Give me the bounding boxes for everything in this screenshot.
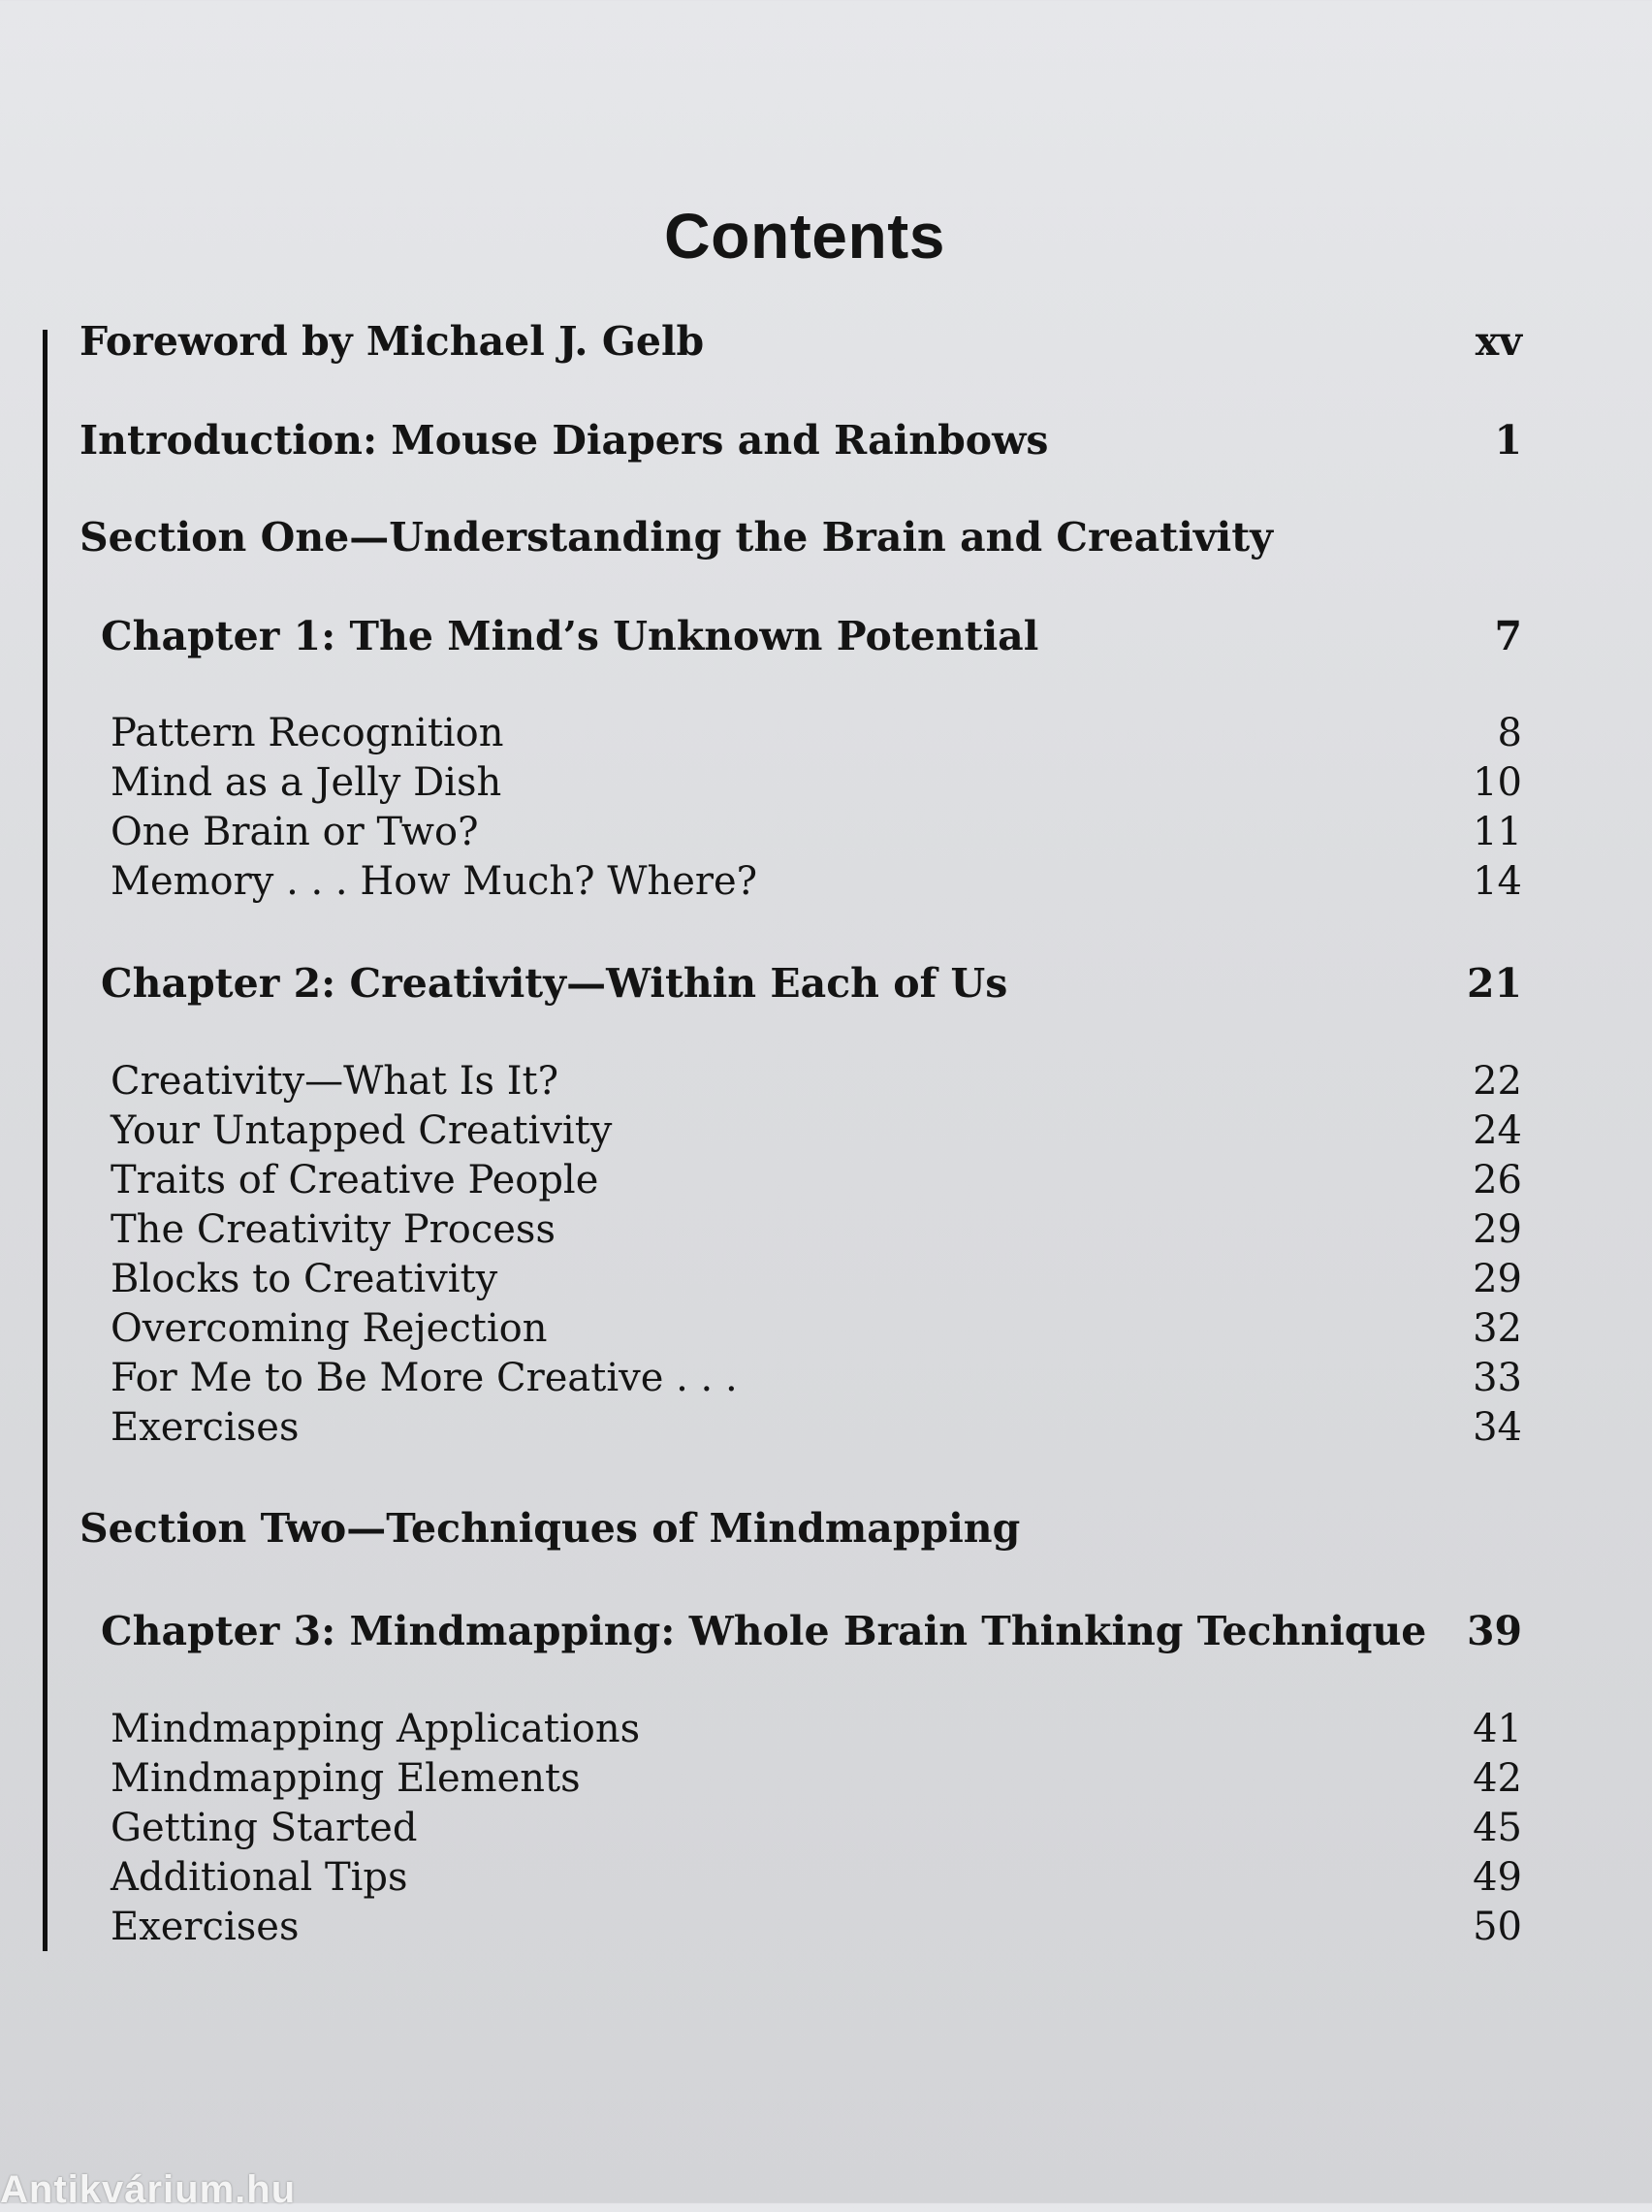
toc-entry-page: 26 [1473,1158,1522,1202]
toc-entry-title: Overcoming Rejection [111,1306,548,1351]
toc-entry-page: 42 [1473,1756,1522,1801]
toc-entry-title: Foreword by Michael J. Gelb [79,318,705,365]
toc-entry [0,1158,1652,1212]
toc-entry [0,1108,1652,1163]
toc-entry [0,1756,1652,1811]
toc-entry-title: Exercises [111,1405,300,1450]
toc-entry-title: Chapter 1: The Mind’s Unknown Potential [101,613,1039,659]
toc-entry-introduction [0,417,1652,471]
toc-entry [0,711,1652,765]
toc-entry-page: 29 [1473,1207,1522,1252]
toc-entry-page: 24 [1473,1108,1522,1153]
toc-entry-page: 34 [1473,1405,1522,1450]
toc-entry [0,1207,1652,1262]
toc-entry-page: 32 [1473,1306,1522,1351]
page-title: Contents [664,200,945,272]
toc-section-one [0,514,1652,568]
toc-entry-page: 8 [1497,711,1522,755]
toc-entry-title: Chapter 3: Mindmapping: Whole Brain Thinking Technique [101,1608,1427,1654]
toc-entry-title: Creativity—What Is It? [111,1059,559,1104]
toc-entry-page: 22 [1473,1059,1522,1104]
toc-entry-title: The Creativity Process [111,1207,556,1252]
toc-entry-title: Your Untapped Creativity [111,1108,613,1153]
toc-entry [0,1806,1652,1860]
toc-entry [0,1257,1652,1311]
toc-entry-title: Mind as a Jelly Dish [111,760,502,805]
toc-entry-page: 14 [1473,859,1522,904]
toc-entry-page: 10 [1473,760,1522,805]
toc-chapter-1 [0,613,1652,667]
toc-entry-title: Additional Tips [111,1855,408,1900]
toc-entry-title: Chapter 2: Creativity—Within Each of Us [101,960,1008,1007]
toc-entry [0,1405,1652,1459]
toc-entry-title: For Me to Be More Creative . . . [111,1356,738,1400]
toc-entry-page: 11 [1473,810,1522,854]
toc-entry-title: One Brain or Two? [111,810,479,854]
toc-entry-title: Blocks to Creativity [111,1257,498,1301]
toc-entry-title: Memory . . . How Much? Where? [111,859,758,904]
toc-entry-page: 7 [1494,613,1522,659]
toc-entry-title: Section Two—Techniques of Mindmapping [79,1505,1021,1552]
toc-entry [0,1306,1652,1361]
toc-entry-title: Mindmapping Elements [111,1756,581,1801]
toc-entry-title: Introduction: Mouse Diapers and Rainbows [79,417,1049,464]
toc-entry-page: 21 [1466,960,1522,1007]
toc-entry-title: Mindmapping Applications [111,1707,641,1751]
toc-chapter-3 [0,1608,1652,1662]
toc-entry-title: Getting Started [111,1806,418,1850]
toc-entry-title: Pattern Recognition [111,711,504,755]
toc-entry [0,1855,1652,1909]
toc-entry-page: 1 [1494,417,1522,464]
toc-entry [0,859,1652,914]
toc-entry [0,1059,1652,1113]
toc-entry-page: 39 [1466,1608,1522,1654]
toc-chapter-2 [0,960,1652,1014]
toc-entry [0,760,1652,815]
toc-entry-title: Exercises [111,1905,300,1949]
toc-entry [0,1707,1652,1761]
toc-entry-title: Section One—Understanding the Brain and Creativity [79,514,1273,561]
toc-entry-page: 50 [1473,1905,1522,1949]
toc-entry [0,1356,1652,1410]
toc-entry-page: 29 [1473,1257,1522,1301]
toc-entry-page: 45 [1473,1806,1522,1850]
toc-entry [0,1905,1652,1959]
toc-entry-page: 49 [1473,1855,1522,1900]
toc-entry-page: 41 [1473,1707,1522,1751]
toc-entry [0,810,1652,864]
toc-entry-page: 33 [1473,1356,1522,1400]
toc-entry-foreword [0,318,1652,372]
toc-section-two [0,1505,1652,1559]
toc-entry-page: xv [1475,318,1522,365]
toc-entry-title: Traits of Creative People [111,1158,599,1202]
watermark: Antikvárium.hu [0,2168,297,2211]
